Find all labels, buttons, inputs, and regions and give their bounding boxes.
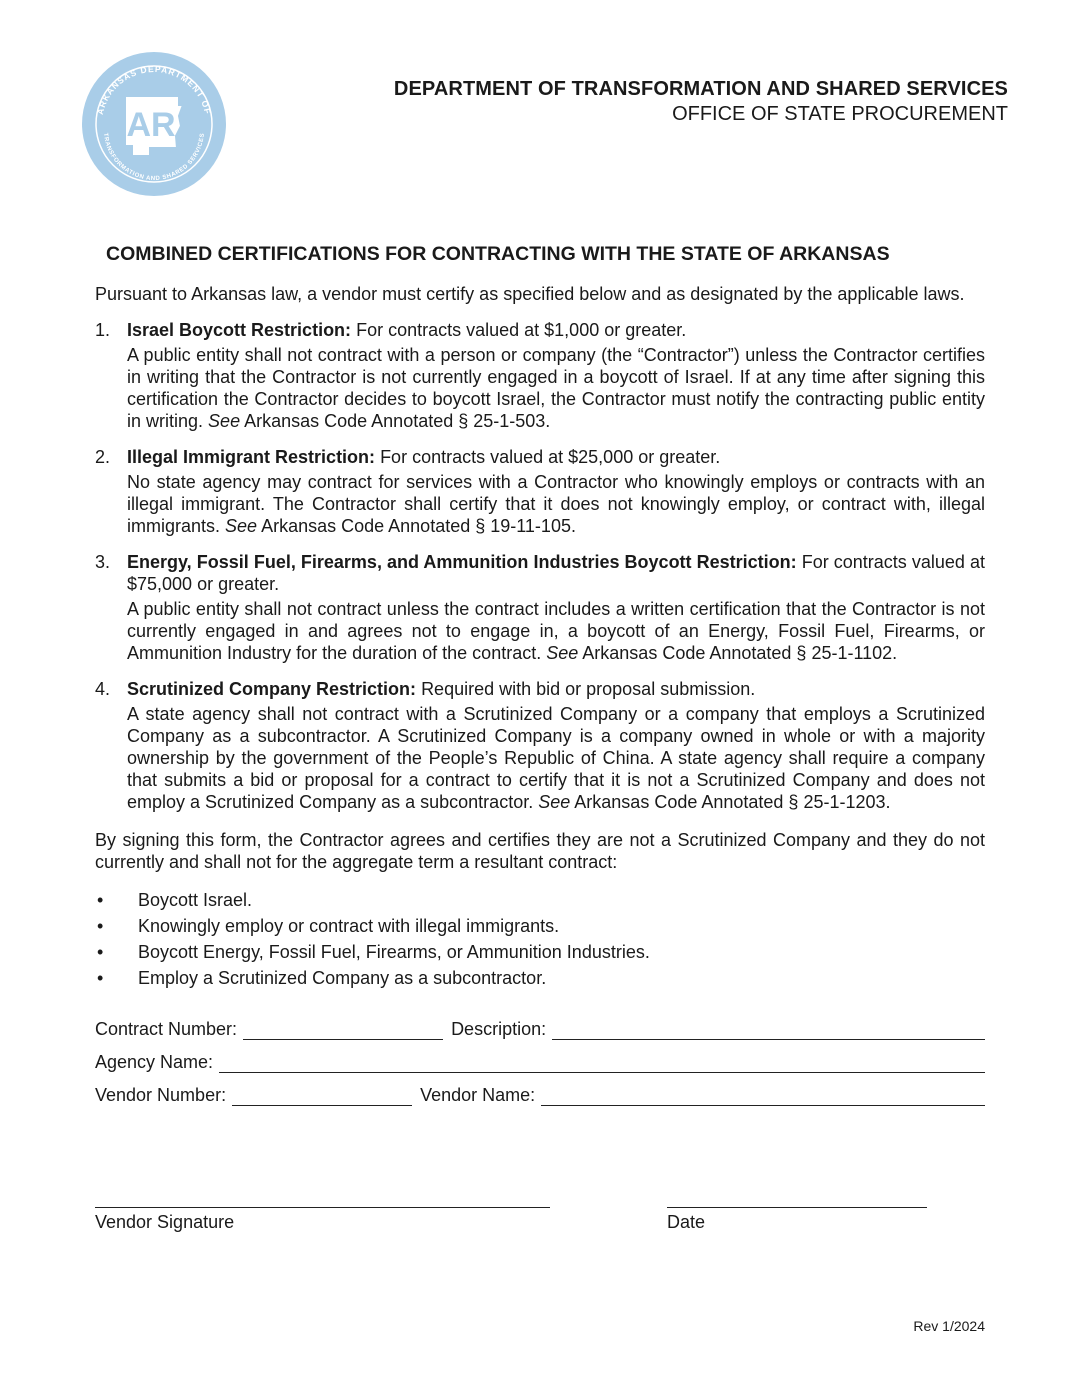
- item-body-text: A public entity shall not contract unless the contract includes a written certification that the Contractor is not currently engaged in and agrees not to engage in, a boycott of an Energy, Fossil Fuel, Firearms, or Ammunition Industry for the duration of the contract.: [127, 599, 985, 663]
- closing-paragraph: By signing this form, the Contractor agrees and certifies they are not a Scrutinized Company and they do not currently and shall not for the aggregate term a resultant contract:: [95, 830, 985, 872]
- bullet-icon: •: [97, 968, 104, 988]
- see-reference: See: [208, 411, 241, 431]
- date-label: Date: [667, 1212, 706, 1232]
- description-label: Description:: [451, 1019, 547, 1039]
- item-citation: Arkansas Code Annotated § 25-1-503.: [244, 411, 551, 431]
- item-threshold: Required with bid or proposal submission.: [421, 679, 756, 699]
- agency-name-label: Agency Name:: [95, 1052, 214, 1072]
- certification-bullet-list: [95, 887, 985, 991]
- see-reference: See: [538, 792, 571, 812]
- contract-number-field[interactable]: [243, 1022, 443, 1040]
- contract-number-label: Contract Number:: [95, 1019, 238, 1039]
- see-reference: See: [546, 643, 579, 663]
- certification-item-3: [95, 551, 985, 664]
- vendor-signature-field[interactable]: [95, 1207, 550, 1208]
- seal-monogram: AR: [126, 106, 176, 144]
- item-body-text: A state agency shall not contract with a Scrutinized Company or a company that employs a Scrutinized Company as a subcontractor. A Scrutinized Company is a company owned in whole or with a majority ownership by the government of the People’s Republic of China. A state agency shall require a company that submits a bid or proposal for a contract to certify that it is not a Scrutinized Company and does not employ a Scrutinized Company as a subcontractor.: [127, 704, 985, 812]
- certification-item-1: [95, 319, 985, 432]
- see-reference: See: [225, 516, 258, 536]
- bullet-icon: •: [97, 942, 104, 962]
- vendor-name-label: Vendor Name:: [420, 1085, 536, 1105]
- item-body-text: A public entity shall not contract with a person or company (the “Contractor”) unless the Contractor certifies in writing that the Contractor is not currently engaged in a boycott of Israel. If at any time after signing this certification the Contractor decides to boycott Israel, the Contractor must notify the contracting public entity in writing.: [127, 345, 985, 431]
- svg-text:ARKANSAS DEPARTMENT OF: ARKANSAS DEPARTMENT OF: [94, 63, 214, 116]
- document-body: [95, 283, 985, 1106]
- item-threshold: For contracts valued at $1,000 or greater.: [356, 320, 687, 340]
- item-number: 4.: [95, 679, 111, 699]
- vendor-info-fields: [95, 1007, 985, 1106]
- vendor-name-field[interactable]: [541, 1088, 985, 1106]
- vendor-number-field[interactable]: [232, 1088, 412, 1106]
- list-item: • Knowingly employ or contract with illegal immigrants.: [95, 913, 985, 939]
- item-heading: Energy, Fossil Fuel, Firearms, and Ammunition Industries Boycott Restriction:: [127, 552, 797, 572]
- item-body-text: No state agency may contract for services with a Contractor who knowingly employs or contracts with an illegal immigrant. The Contractor shall certify that it does not knowingly employ, or contract with, illegal immigrants.: [127, 472, 985, 536]
- intro-paragraph: Pursuant to Arkansas law, a vendor must certify as specified below and as designated by the applicable laws.: [95, 284, 965, 304]
- certification-item-2: [95, 446, 985, 537]
- document-title: COMBINED CERTIFICATIONS FOR CONTRACTING WITH THE STATE OF ARKANSAS: [106, 243, 890, 265]
- item-heading: Illegal Immigrant Restriction:: [127, 447, 376, 467]
- list-item: • Boycott Energy, Fossil Fuel, Firearms, or Ammunition Industries.: [95, 939, 985, 965]
- agency-name-field[interactable]: [219, 1055, 985, 1073]
- department-name: DEPARTMENT OF TRANSFORMATION AND SHARED SERVICES: [393, 78, 1008, 100]
- item-number: 2.: [95, 447, 111, 467]
- item-number: 1.: [95, 320, 111, 340]
- item-citation: Arkansas Code Annotated § 25-1-1102.: [582, 643, 898, 663]
- vendor-number-label: Vendor Number:: [95, 1085, 227, 1105]
- item-citation: Arkansas Code Annotated § 19-11-105.: [261, 516, 576, 536]
- bullet-icon: •: [97, 890, 104, 910]
- vendor-signature-label: Vendor Signature: [95, 1212, 235, 1232]
- bullet-icon: •: [97, 916, 104, 936]
- item-threshold: For contracts valued at $75,000 or greater.: [127, 552, 985, 594]
- item-heading: Israel Boycott Restriction:: [127, 320, 352, 340]
- letterhead: [394, 78, 1008, 126]
- list-item: • Employ a Scrutinized Company as a subcontractor.: [95, 965, 985, 991]
- item-heading: Scrutinized Company Restriction:: [127, 679, 417, 699]
- description-field[interactable]: [552, 1022, 985, 1040]
- item-citation: Arkansas Code Annotated § 25-1-1203.: [574, 792, 891, 812]
- revision-label: Rev 1/2024: [913, 1318, 985, 1334]
- list-item: • Boycott Israel.: [95, 887, 985, 913]
- certification-item-4: [95, 678, 985, 813]
- item-threshold: For contracts valued at $25,000 or greater.: [380, 447, 721, 467]
- svg-text:TRANSFORMATION AND SHARED SERV: TRANSFORMATION AND SHARED SERVICES: [102, 132, 206, 183]
- item-number: 3.: [95, 552, 111, 572]
- date-field[interactable]: [667, 1207, 927, 1208]
- office-name: OFFICE OF STATE PROCUREMENT: [672, 103, 1008, 125]
- department-seal-logo: [80, 50, 228, 198]
